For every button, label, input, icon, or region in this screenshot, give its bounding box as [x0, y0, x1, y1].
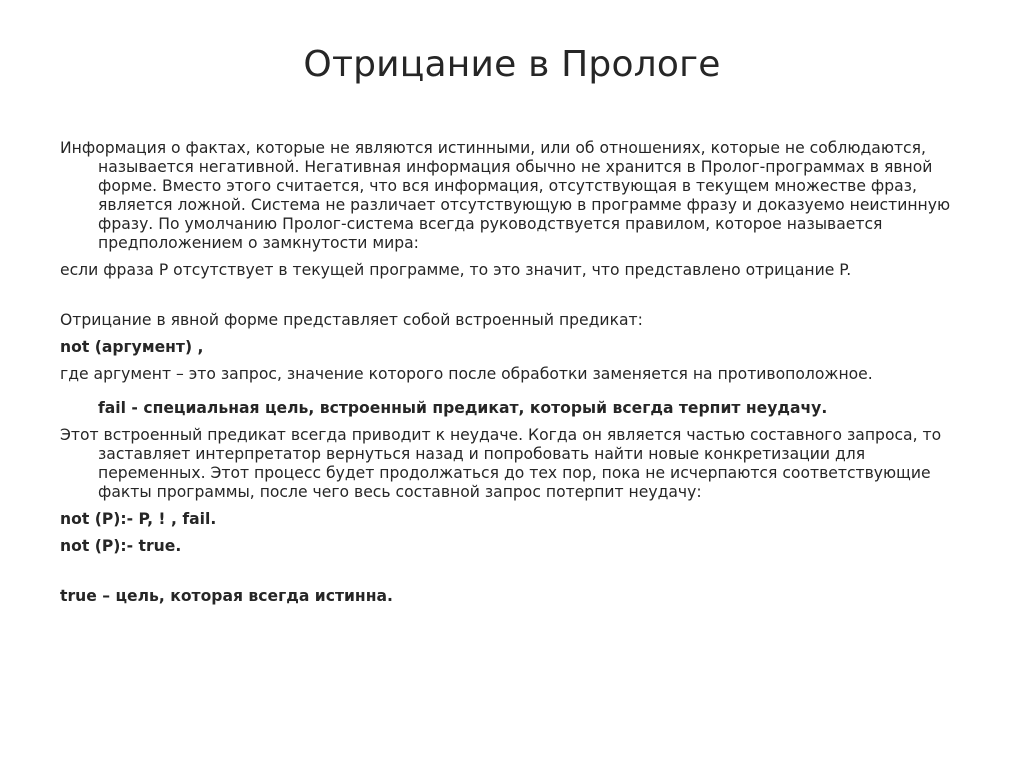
- fail-definition: fail - специальная цель, встроенный предикат, который всегда терпит неудачу.: [98, 399, 828, 417]
- negative-info-paragraph: Информация о фактах, которые не являются истинными, или об отношениях, которые не соблюдаются, называется негативной. Негативная информация обычно не хранится в Пролог-программах в явной форме. Вместо этого считается, что вся информация, отсутствующая в текущем множестве фраз, является ложной. Система не различает отсутствующую в программе фразу и доказуемо неистинную фразу. По умолчанию Пролог-система всегда руководствуется правилом, которое называется предположением о замкнутости мира:: [60, 139, 951, 252]
- slide-title: Отрицание в Прологе: [303, 44, 721, 85]
- spacer: [60, 280, 965, 311]
- fail-explanation-paragraph: Этот встроенный предикат всегда приводит к неудаче. Когда он является частью составного запроса, то заставляет интерпретатор вернуться назад и попробовать найти новые конкретизации для переменных. Этот процесс будет продолжаться до тех пор, пока не исчерпаются соответствующие факты программы, после чего весь составной запрос потерпит неудачу:: [60, 426, 942, 501]
- spacer: [60, 556, 965, 587]
- argument-line: где аргумент – это запрос, значение которого после обработки заменяется на противоположное.: [60, 365, 873, 383]
- closed-world-line: если фраза P отсутствует в текущей программе, то это значит, что представлено отрицание P.: [60, 261, 852, 279]
- not-syntax-line: not (аргумент) ,: [60, 338, 204, 356]
- slide-body: [60, 139, 965, 606]
- true-definition: true – цель, которая всегда истинна.: [60, 587, 393, 605]
- code-line-1: not (P):- P, ! , fail.: [60, 510, 217, 528]
- code-line-2: not (P):- true.: [60, 537, 182, 555]
- explicit-negation-line: Отрицание в явной форме представляет собой встроенный предикат:: [60, 311, 643, 329]
